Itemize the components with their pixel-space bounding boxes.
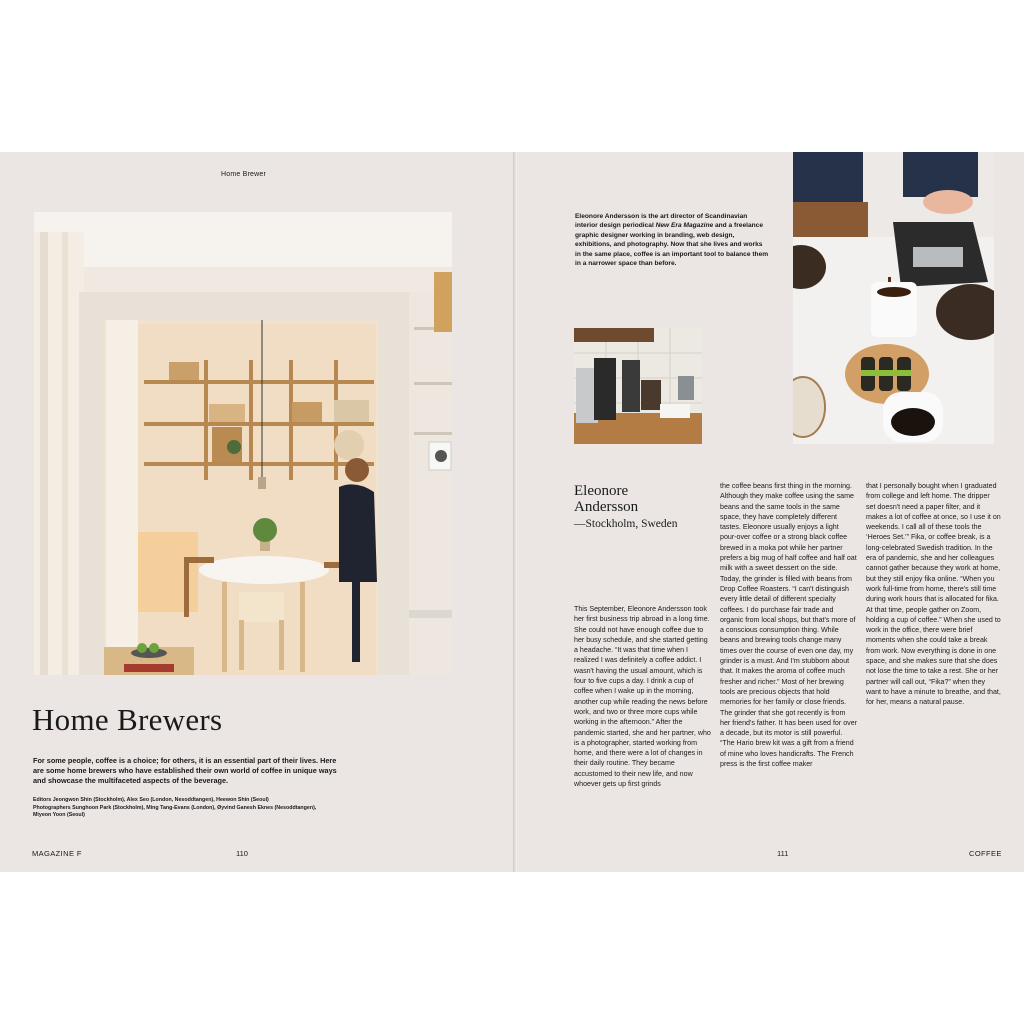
magazine-name: MAGAZINE F (32, 849, 82, 858)
kitchen-illustration (574, 328, 702, 444)
credits-line: Miyeon Yoon (Seoul) (33, 812, 85, 819)
credits-line: Photographers Sunghoon Park (Stockholm), Ming Tang-Evans (London), Øyvind Ganesh Eknes (Nesoddtangen), (33, 804, 317, 811)
running-head: Home Brewer (221, 171, 266, 178)
brewer-name: Eleonore Andersson (574, 483, 639, 515)
article-title: Home Brewers (32, 702, 223, 737)
page-number-right: 111 (777, 849, 789, 858)
column-text: the coffee beans first thing in the morning. Although they make coffee using the same beans and the same tools in the same space, they have completely different tastes. Eleonore usually enjoys a light pour-over coffee or a strong black coffee brewed in a moka pot while her partner prefers a big mug of half coffee and half oat milk with a sweet dessert on the side. Today, the grinder is filled with beans from Drop Coffee Roasters. “I can't distinguish every little detail of different specialty coffees. I do purchase fair trade and organic from local shops, but that's more of a conscious consumption thing. While beans and brewing tools change many times over the course of even one day, my grinder is a must. And I'm stubborn about that. It makes the aroma of coffee much fresher and richer.” Most of her brewing tools are precious objects that hold memories for her family or close friends. The grinder that she got recently is from her friend's father. It has been used for over a decade, but its motor is still powerful. “The Hario brew kit was a gift from a friend of mine who loves handicrafts. The French press is the first coffee maker (720, 482, 858, 769)
column-text: that I personally bought when I graduated from college and left home. The dripper set doesn't need a paper filter, and it makes a lot of coffee at once, so I use it on weekends. I call all of these tools the ‘Heroes Set.’” Fika, or coffee break, is a long-celebrated Swedish tradition. In the era of pandemic, she and her colleagues cannot gather because they work at home, but they still enjoy fika online. “When you work full-time from home, there's still time during work hours that is allocated for fika. At that time, people gather on Zoom, holding a cup of coffee.” When she used to work in the office, there were brief moments when she could take a break from work. Now everything is done in one space, and she makes sure that she does not lose the time to take a rest. She or her partner will call out, “Fika?” when they want to have a minute to breathe, and that, for her, means a natural pause. (866, 482, 1001, 707)
intro-text: and a freelance graphic designer working in branding, web design, exhibitions, and photography. Now that she lives and works in the same place, coffee is an important tool to balance them in a narrower space than before. (575, 222, 769, 268)
home-interior-photo (34, 212, 452, 675)
article-lede: For some people, coffee is a choice; for others, it is an essential part of their lives. Here are some home brewers who have established their own world of coffee in unique ways and showcase the multifaceted aspects of the beverage. (33, 756, 337, 786)
intro-text: Eleonore Andersson is the art director of Scandinavian interior design periodical (575, 213, 748, 230)
interior-illustration (34, 212, 452, 675)
section-name: COFFEE (969, 849, 1002, 858)
coffee-pouring-photo (793, 152, 994, 444)
intro-paragraph (575, 212, 770, 268)
brewer-location: —Stockholm, Sweden (574, 518, 678, 530)
coffee-illustration (793, 152, 994, 444)
body-column-3 (866, 481, 1001, 708)
kitchen-counter-photo (574, 328, 702, 444)
magazine-title: New Era Magazine (655, 222, 714, 230)
page-number-left: 110 (236, 849, 248, 858)
profile-heading (574, 483, 678, 530)
credits-block (33, 797, 338, 820)
body-column-1 (574, 604, 711, 789)
body-column-2 (720, 481, 857, 769)
credits-line: Editors Jeongwon Shin (Stockholm), Alex Seo (London, Nesoddtangen), Heewon Shin (Seoul) (33, 797, 269, 803)
column-text: This September, Eleonore Andersson took her first business trip abroad in a long time. She could not have enough coffee due to her busy schedule, and she started getting a headache. “It was that time when I realized I was definitely a coffee addict. I wasn't having the usual amount, which is four to five cups a day. I drink a cup of coffee when I wake up in the morning, another cup while reading the news before work, and two or three more cups while working in the afternoon.” After the pandemic started, she and her partner, who is a photographer, started working from home, and there were a lot of changes in their daily routine. They became accustomed to their new life, and now whoever gets up first grinds (574, 605, 711, 789)
